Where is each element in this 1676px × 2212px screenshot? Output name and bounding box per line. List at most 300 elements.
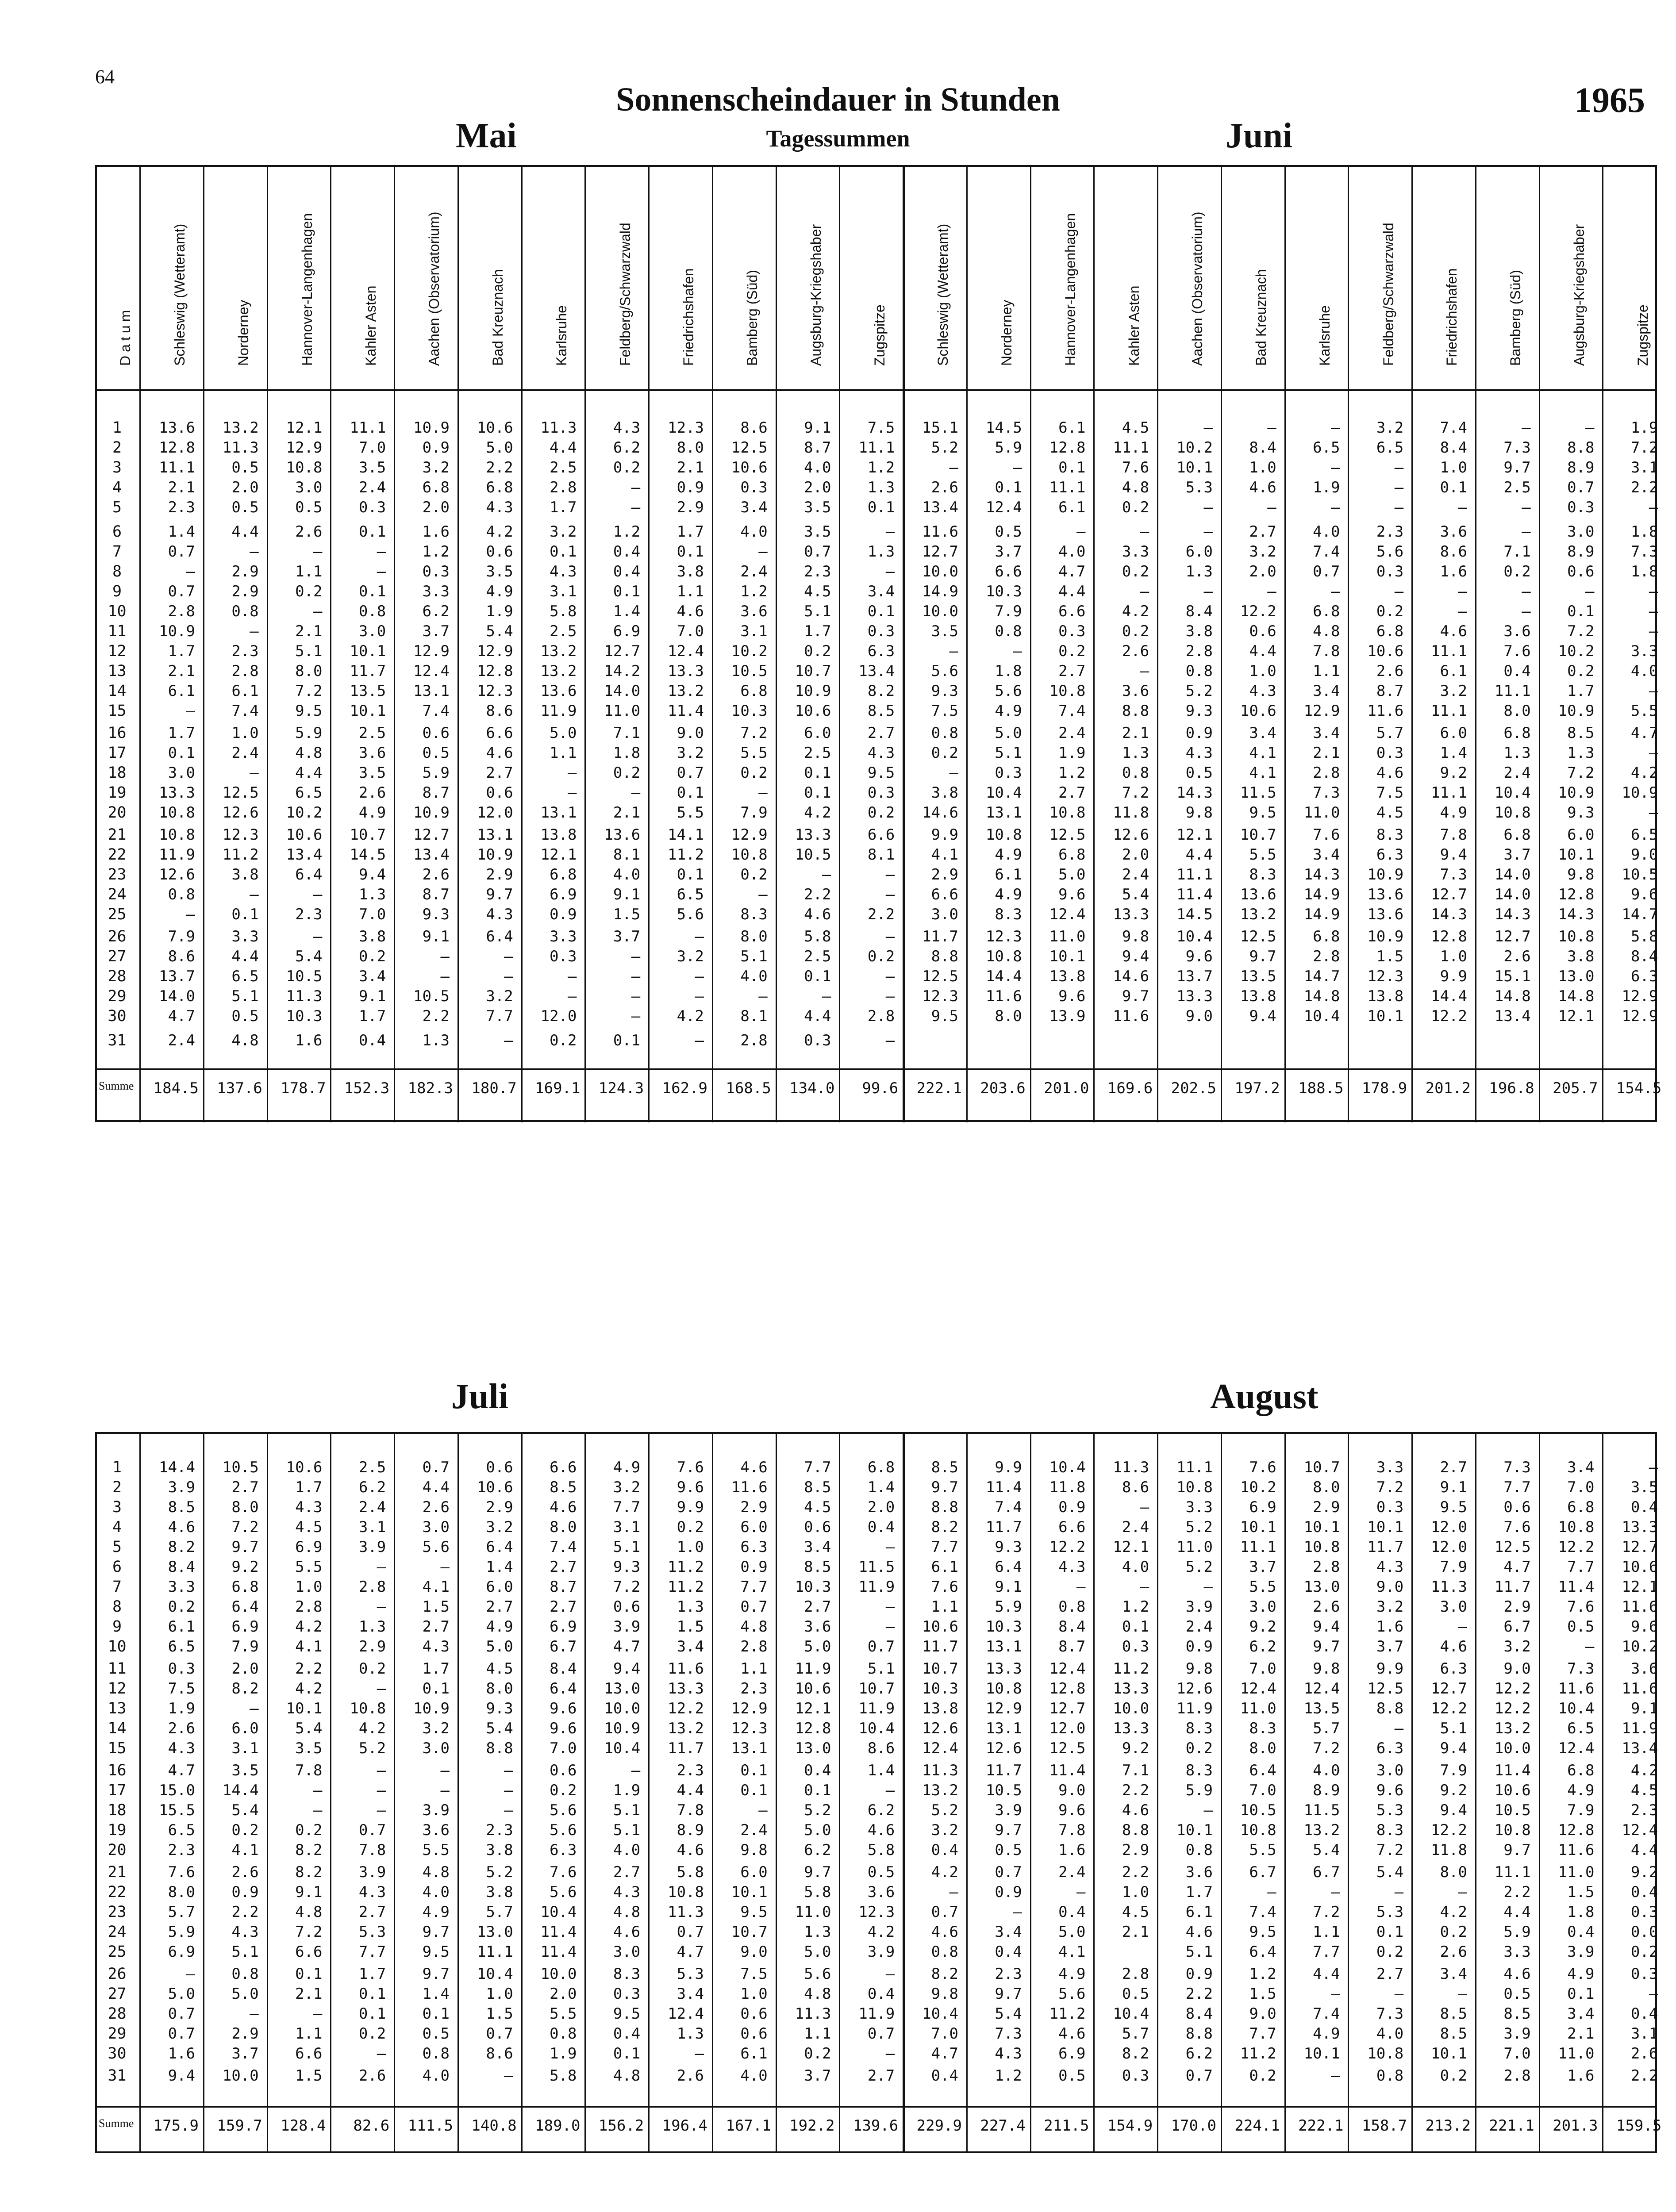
top-juni-cell-group: 3.4 2.1 2.8 7.3 11.0 — [1303, 724, 1340, 822]
column-rule — [267, 1434, 268, 2153]
top-juni-cell-group: 2.7 3.2 2.0 – 12.2 — [1240, 523, 1276, 620]
juni-summe-value: 197.2 — [1234, 1079, 1280, 1097]
bot-august-cell-group: 4.0 – 1.2 0.1 0.3 — [1122, 1558, 1149, 1655]
bot-august-cell-group: 11.7 10.5 3.9 9.7 0.5 — [985, 1762, 1022, 1859]
bot-august-cell-group: 7.6 10.2 6.9 10.1 11.1 — [1240, 1459, 1276, 1556]
juli-summe-value: 82.6 — [353, 2117, 390, 2135]
page-subtitle: Tagessummen — [766, 125, 910, 152]
top-juni-cell-group: 4.0 7.4 0.7 – 6.8 — [1313, 523, 1340, 620]
top-mai-cell-group: 4.4 – 2.9 2.9 0.8 — [231, 523, 259, 620]
top-mai-cell-group: 10.6 13.4 6.4 – 2.3 — [286, 826, 323, 923]
datum-group: 16 17 18 19 20 — [108, 1762, 127, 1859]
bot-juli-cell-group: – 1.9 5.1 5.1 4.0 — [613, 1762, 641, 1859]
column-rule — [712, 1434, 713, 2153]
header-station-label: Karlsruhe — [553, 305, 569, 366]
top-juni-cell-group: 12.6 2.0 2.4 5.4 13.3 — [1113, 826, 1149, 923]
top-mai-cell-group: 4.2 0.6 3.5 4.9 1.9 — [486, 523, 513, 620]
header-station-label: Bad Kreuznach — [1253, 269, 1269, 366]
top-mai-cell-group: 8.0 5.1 4.0 – 8.1 — [740, 928, 768, 1025]
juni-summe-value: 169.6 — [1107, 1079, 1153, 1097]
top-mai-cell-group: 7.5 11.1 1.2 1.3 0.1 — [858, 419, 895, 516]
bot-august-cell-group: 7.3 11.6 10.4 6.5 12.4 — [1558, 1660, 1595, 1757]
bot-august-cell-group: 1.6 — [1567, 2067, 1595, 2085]
bot-juli-cell-group: 2.7 8.7 2.7 6.9 6.7 — [550, 1558, 577, 1655]
summe-label: Summe — [99, 2117, 134, 2130]
bot-juli-cell-group: 2.0 8.2 – 6.0 3.1 — [231, 1660, 259, 1757]
top-mai-cell-group: 1.4 0.7 – 0.7 2.8 — [168, 523, 195, 620]
column-rule — [330, 1434, 331, 2153]
bot-august-cell-group: 7.9 11.3 3.0 – 4.6 — [1431, 1558, 1467, 1655]
top-juni-cell-group: 10.8 3.8 13.0 14.8 12.1 — [1558, 928, 1595, 1025]
juni-summe-value: 178.9 — [1361, 1079, 1407, 1097]
bot-juli-cell-group: 2.7 4.3 4.8 4.6 3.0 — [613, 1863, 641, 1961]
top-juni-cell-group: – 3.3 4.0 – 5.5 — [1630, 622, 1658, 720]
column-rule — [1030, 167, 1031, 1122]
juli-summe-value: 159.7 — [217, 2117, 262, 2135]
datum-group: 11 12 13 14 15 — [108, 1660, 127, 1757]
column-rule — [839, 1434, 840, 2153]
bot-juli-cell-group: 5.3 3.4 12.4 1.3 – — [668, 1965, 704, 2062]
top-juni-cell-group: 2.3 5.6 0.3 – 0.2 — [1376, 523, 1404, 620]
bot-august-cell-group: 6.1 7.6 1.1 10.6 11.7 — [922, 1558, 958, 1655]
august-summe-value: 213.2 — [1425, 2117, 1471, 2135]
juni-summe-value: 203.6 — [980, 1079, 1026, 1097]
bot-august-cell-group: 4.9 0.1 3.4 2.1 11.0 — [1558, 1965, 1595, 2062]
column-rule — [1475, 167, 1476, 1122]
column-rule — [330, 167, 331, 1122]
bot-august-cell-group: 4.2 – 0.7 4.6 0.8 — [931, 1863, 958, 1961]
bot-august-cell-group: 0.8 — [1376, 2067, 1404, 2085]
header-station — [1475, 167, 1539, 390]
bot-juli-cell-group: 3.7 — [804, 2067, 831, 2085]
bot-august-cell-group: 2.8 0.5 10.4 5.7 8.2 — [1113, 1965, 1149, 2062]
top-juni-cell-group: 11.7 8.8 12.5 12.3 9.5 — [922, 928, 958, 1025]
bot-juli-cell-group: 0.2 – 10.8 4.2 5.2 — [350, 1660, 386, 1757]
header-station-label: Friedrichshafen — [680, 268, 697, 366]
column-rule — [139, 167, 141, 1122]
bot-juli-cell-group: 9.2 6.8 6.4 6.9 7.9 — [231, 1558, 259, 1655]
bot-august-cell-group: 0.2 — [1440, 2067, 1467, 2085]
top-mai-cell-group: 4.0 – 2.4 1.2 3.6 — [740, 523, 768, 620]
bot-juli-cell-group: 0.6 10.6 2.9 3.2 6.4 — [477, 1459, 513, 1556]
top-juni-cell-group: 3.6 8.6 1.6 – – — [1440, 523, 1467, 620]
bot-august-cell-group: 11.1 10.8 3.3 5.2 11.0 — [1176, 1459, 1213, 1556]
bot-juli-cell-group: 11.6 13.3 12.2 13.2 11.7 — [668, 1660, 704, 1757]
column-rule — [966, 1434, 968, 2153]
top-mai-cell-group: – 2.3 2.8 6.1 7.4 — [231, 622, 259, 720]
bot-august-cell-group: 8.0 – 4.2 0.2 2.6 — [1440, 1863, 1467, 1961]
column-rule — [966, 167, 968, 1122]
top-juni-cell-group: 8.5 1.3 7.2 10.9 9.3 — [1558, 724, 1595, 822]
top-mai-cell-group: 3.8 0.2 3.4 9.1 1.7 — [358, 928, 386, 1025]
top-juni-cell-group: 8.3 6.3 10.9 13.6 13.6 — [1367, 826, 1404, 923]
bot-august-cell-group: 0.5 — [1058, 2067, 1086, 2085]
bot-juli-cell-group: 8.5 10.3 2.7 3.6 5.0 — [795, 1558, 831, 1655]
top-mai-cell-group: 1.6 1.2 0.3 3.3 6.2 — [422, 523, 450, 620]
top-juni-cell-group: – 6.5 – 1.9 – — [1313, 419, 1340, 516]
page-title: Sonnenscheindauer in Stunden — [616, 81, 1060, 118]
top-juni-cell-group: 10.4 9.6 13.7 13.3 9.0 — [1176, 928, 1213, 1025]
top-mai-cell-group: 2.8 — [740, 1032, 768, 1049]
top-juni-cell-group: 0.2 2.6 – 3.6 8.8 — [1122, 622, 1149, 720]
bot-juli-cell-group: – 4.1 1.5 2.7 4.3 — [422, 1558, 450, 1655]
top-juni-cell-group: 6.0 1.4 9.2 11.1 4.9 — [1431, 724, 1467, 822]
top-mai-cell-group: 11.1 7.0 3.5 2.4 0.3 — [350, 419, 386, 516]
top-mai-cell-group: – — [504, 1032, 513, 1049]
bot-juli-cell-group: 10.5 2.7 8.0 7.2 9.7 — [222, 1459, 259, 1556]
datum-group: 6 7 8 9 10 — [108, 523, 127, 620]
august-summe-value: 221.1 — [1489, 2117, 1534, 2135]
top-mai-cell-group: 4.3 6.2 0.2 – – — [613, 419, 641, 516]
top-juni-cell-group: 0.3 0.2 2.7 10.8 7.4 — [1049, 622, 1086, 720]
month-title-july: Juli — [451, 1377, 508, 1416]
top-mai-cell-group: 5.9 4.8 4.4 6.5 10.2 — [286, 724, 323, 822]
top-juni-cell-group: – 4.0 4.7 4.4 6.6 — [1058, 523, 1086, 620]
bot-juli-cell-group: 9.7 5.8 11.0 1.3 5.0 — [795, 1863, 831, 1961]
bot-juli-cell-group: 2.6 0.9 2.2 4.3 5.1 — [231, 1863, 259, 1961]
top-juni-cell-group: 3.0 8.9 0.6 – 0.1 — [1567, 523, 1595, 620]
august-summe-value: 154.9 — [1107, 2117, 1153, 2135]
top-juni-cell-group: 12.3 10.8 14.4 11.6 8.0 — [985, 928, 1022, 1025]
top-juni-cell-group: – 10.2 10.1 5.3 – — [1176, 419, 1213, 516]
top-mai-cell-group: 6.0 2.5 0.1 0.1 4.2 — [804, 724, 831, 822]
bot-august-cell-group: 11.4 9.0 9.6 7.8 1.6 — [1049, 1762, 1086, 1859]
bot-august-cell-group: 1.2 1.5 9.0 7.7 11.2 — [1240, 1965, 1276, 2062]
header-station-label: Schleswig (Wetteramt) — [935, 223, 951, 366]
juli-summe-value: 192.2 — [789, 2117, 835, 2135]
top-mai-cell-group: 5.4 12.9 12.8 12.3 8.6 — [477, 622, 513, 720]
header-station-label: Aachen (Observatorium) — [1189, 211, 1206, 366]
column-rule — [1093, 167, 1095, 1122]
top-mai-cell-group: – 0.2 – – 2.8 — [867, 928, 895, 1025]
top-juni-cell-group: 9.9 4.1 2.9 6.6 3.0 — [931, 826, 958, 923]
datum-group: 31 — [108, 1032, 127, 1049]
top-juni-cell-group: 10.8 4.9 6.1 4.9 8.3 — [985, 826, 1022, 923]
column-rule — [457, 167, 459, 1122]
top-mai-cell-group: 10.7 14.5 9.4 1.3 7.0 — [350, 826, 386, 923]
top-juni-cell-group: 15.1 5.2 – 2.6 13.4 — [922, 419, 958, 516]
column-rule — [1093, 1434, 1095, 2153]
header-station — [648, 167, 712, 390]
bot-august-cell-group: 2.7 9.1 9.5 12.0 12.0 — [1431, 1459, 1467, 1556]
top-juni-cell-group: 10.7 5.5 8.3 13.6 13.2 — [1240, 826, 1276, 923]
bot-august-cell-group: 6.7 – 7.4 9.5 6.4 — [1249, 1863, 1276, 1961]
juni-summe-value: 222.1 — [916, 1079, 962, 1097]
bot-juli-cell-group: 2.7 — [867, 2067, 895, 2085]
top-juni-cell-group: – 7.3 9.7 2.5 – — [1503, 419, 1531, 516]
top-mai-cell-group: 7.0 12.4 13.3 13.2 11.4 — [668, 622, 704, 720]
top-juni-cell-group: 3.6 7.6 0.4 11.1 8.0 — [1494, 622, 1531, 720]
top-juni-cell-group: – 8.8 8.9 0.7 0.3 — [1567, 419, 1595, 516]
bot-august-cell-group: – — [1331, 2067, 1340, 2085]
bot-august-cell-group: 2.8 — [1503, 2067, 1531, 2085]
header-station-label: Augsburg-Kriegshaber — [1571, 224, 1587, 366]
column-rule — [776, 1434, 777, 2153]
column-rule — [203, 167, 204, 1122]
bot-juli-cell-group: 1.7 0.1 10.9 3.2 3.0 — [413, 1660, 450, 1757]
juli-summe-value: 140.8 — [471, 2117, 517, 2135]
top-mai-cell-group: 3.5 0.7 2.3 4.5 5.1 — [804, 523, 831, 620]
bot-juli-cell-group: 7.7 8.5 4.5 0.6 3.4 — [804, 1459, 831, 1556]
august-summe-value: 159.5 — [1616, 2117, 1662, 2135]
bot-juli-cell-group: 4.9 3.2 7.7 3.1 5.1 — [613, 1459, 641, 1556]
bot-juli-cell-group: 10.0 2.0 5.5 0.8 1.9 — [540, 1965, 577, 2062]
column-rule — [1030, 1434, 1031, 2153]
top-mai-cell-group: 3.1 10.2 10.5 6.8 10.3 — [731, 622, 768, 720]
juni-summe-value: 201.2 — [1425, 1079, 1471, 1097]
bot-august-cell-group: 0.9 2.2 8.4 8.8 6.2 — [1185, 1965, 1213, 2062]
top-mai-cell-group: 7.9 8.6 13.7 14.0 4.7 — [159, 928, 195, 1025]
bot-august-cell-group: 1.2 — [995, 2067, 1022, 2085]
header-station — [839, 167, 903, 390]
header-station — [1411, 167, 1475, 390]
bot-juli-cell-group: 6.6 8.5 4.6 8.0 7.4 — [550, 1459, 577, 1556]
bot-juli-cell-group: 0.5 3.6 12.3 4.2 3.9 — [858, 1863, 895, 1961]
august-summe-value: 170.0 — [1171, 2117, 1216, 2135]
column-rule — [584, 167, 586, 1122]
month-title-may: Mai — [456, 116, 517, 155]
header-station — [139, 167, 203, 390]
top-juni-cell-group: 3.4 4.1 4.1 11.5 9.5 — [1240, 724, 1276, 822]
top-juni-cell-group: 4.5 11.1 7.6 4.8 0.2 — [1113, 419, 1149, 516]
bot-juli-cell-group: 1.4 – 6.2 4.6 5.8 — [867, 1762, 895, 1859]
top-juni-cell-group: 6.8 10.6 2.6 8.7 11.6 — [1367, 622, 1404, 720]
bot-august-cell-group: 0.3 – 0.4 3.1 2.6 — [1630, 1965, 1658, 2062]
bot-juli-cell-group: 9.4 — [168, 2067, 195, 2085]
column-rule — [139, 1434, 141, 2153]
header-station-label: Friedrichshafen — [1444, 268, 1460, 366]
bot-juli-cell-group: 7.8 – – 0.2 8.2 — [295, 1762, 323, 1859]
bot-juli-cell-group: 4.0 — [422, 2067, 450, 2085]
column-rule — [203, 1434, 204, 2153]
column-rule — [1411, 1434, 1413, 2153]
top-juni-cell-group: 5.0 5.1 0.3 10.4 13.1 — [985, 724, 1022, 822]
header-station — [1284, 167, 1348, 390]
bot-juli-cell-group: 0.1 2.1 – 1.1 6.6 — [295, 1965, 323, 2062]
top-juni-cell-group: 4.7 – 4.2 10.9 – — [1622, 724, 1658, 822]
bot-juli-cell-group: 0.9 7.7 0.7 4.8 2.8 — [740, 1558, 768, 1655]
bot-august-cell-group: 11.3 13.2 5.2 3.2 0.4 — [922, 1762, 958, 1859]
datum-group: 26 27 28 29 30 — [108, 928, 127, 1025]
bot-juli-cell-group: 8.4 6.4 9.6 9.6 7.0 — [550, 1660, 577, 1757]
bot-august-cell-group: 11.0 1.5 1.8 0.4 3.9 — [1558, 1863, 1595, 1961]
top-mai-cell-group: 0.4 — [358, 1032, 386, 1049]
header-station-label: Hannover-Langenhagen — [299, 213, 315, 366]
bot-juli-cell-group: 0.6 0.2 5.6 5.6 6.3 — [550, 1762, 577, 1859]
header-station — [584, 167, 648, 390]
header-station — [394, 167, 457, 390]
bot-august-cell-group: 11.4 10.6 10.5 10.8 9.7 — [1494, 1762, 1531, 1859]
header-station — [330, 167, 394, 390]
top-mai-cell-group: 2.5 13.2 13.2 13.6 11.9 — [540, 622, 577, 720]
header-station — [457, 167, 521, 390]
bot-juli-cell-group: 1.4 6.0 2.7 4.9 5.0 — [486, 1558, 513, 1655]
bot-juli-cell-group: 0.8 5.0 – 2.9 3.7 — [231, 1965, 259, 2062]
column-rule — [1602, 167, 1603, 1122]
top-juni-cell-group: 6.8 1.3 2.4 10.4 10.8 — [1494, 724, 1531, 822]
bot-juli-cell-group: 14.4 3.9 8.5 4.6 8.2 — [159, 1459, 195, 1556]
header-station-label: Zugspitze — [1634, 304, 1651, 366]
top-mai-cell-group: 7.1 1.8 0.2 – 2.1 — [613, 724, 641, 822]
top-mai-cell-group: 1.2 0.4 0.4 0.1 1.4 — [613, 523, 641, 620]
top-mai-cell-group: 13.6 8.1 4.0 9.1 1.5 — [604, 826, 641, 923]
bot-juli-cell-group: 5.5 1.0 2.8 4.2 4.1 — [295, 1558, 323, 1655]
bot-august-cell-group: 4.9 5.6 11.2 4.6 6.9 — [1049, 1965, 1086, 2062]
bot-juli-cell-group: 7.6 8.0 5.7 5.9 6.9 — [168, 1863, 195, 1961]
bot-august-cell-group: 5.2 – 3.9 2.4 0.9 — [1185, 1558, 1213, 1655]
mai-summe-value: 169.1 — [535, 1079, 580, 1097]
datum-group: 1 2 3 4 5 — [112, 1459, 122, 1556]
column-rule — [394, 1434, 395, 2153]
top-juni-cell-group: 2.4 1.9 1.2 2.7 10.8 — [1049, 724, 1086, 822]
top-juni-cell-group: 9.8 9.4 14.6 9.7 11.6 — [1113, 928, 1149, 1025]
header-station — [203, 167, 267, 390]
bot-juli-cell-group: 6.8 1.4 2.0 0.4 – — [867, 1459, 895, 1556]
bot-juli-cell-group: 11.5 11.9 – – 0.7 — [858, 1558, 895, 1655]
column-rule — [648, 1434, 650, 2153]
top-juni-cell-group: 11.6 12.7 10.0 14.9 10.0 — [922, 523, 958, 620]
top-mai-cell-group: 10.9 1.7 2.1 6.1 – — [159, 622, 195, 720]
top-mai-cell-group: 10.6 5.0 2.2 6.8 4.3 — [477, 419, 513, 516]
column-rule — [1475, 1434, 1476, 2153]
top-mai-cell-group: 0.2 — [550, 1032, 577, 1049]
top-juni-cell-group: – 3.3 0.2 – 4.2 — [1122, 523, 1149, 620]
bot-august-cell-group: 12.4 12.8 12.7 12.0 12.5 — [1049, 1660, 1086, 1757]
august-summe-value: 211.5 — [1044, 2117, 1089, 2135]
bot-august-cell-group: 3.4 7.0 6.8 10.8 12.2 — [1558, 1459, 1595, 1556]
header-station — [712, 167, 776, 390]
bot-august-cell-group: 6.8 4.9 7.9 12.8 11.6 — [1558, 1762, 1595, 1859]
bot-juli-cell-group: 9.3 7.2 0.6 3.9 4.7 — [613, 1558, 641, 1655]
top-juni-cell-group: – 6.0 1.3 – 8.4 — [1185, 523, 1213, 620]
bot-juli-cell-group: 0.4 0.1 5.2 5.0 6.2 — [804, 1762, 831, 1859]
bot-juli-cell-group: 1.5 — [295, 2067, 323, 2085]
august-summe-value: 158.7 — [1361, 2117, 1407, 2135]
datum-group: 31 — [108, 2067, 127, 2085]
top-juni-cell-group: 7.6 3.4 14.3 14.9 14.9 — [1303, 826, 1340, 923]
juli-summe-value: 128.4 — [281, 2117, 326, 2135]
year-label: 1965 — [1574, 81, 1645, 120]
column-rule — [267, 167, 268, 1122]
juli-summe-value: 175.9 — [153, 2117, 199, 2135]
bot-august-cell-group: 9.8 12.4 13.5 5.7 7.2 — [1303, 1660, 1340, 1757]
bot-august-cell-group: 5.4 – 5.3 0.1 0.2 — [1376, 1863, 1404, 1961]
top-juni-cell-group: 5.8 8.4 6.3 12.9 12.9 — [1622, 928, 1658, 1025]
header-station — [903, 167, 966, 390]
top-mai-cell-group: 0.3 — [804, 1032, 831, 1049]
column-rule — [1348, 167, 1349, 1122]
bot-august-cell-group: 6.3 12.7 12.2 5.1 9.4 — [1431, 1660, 1467, 1757]
top-mai-cell-group: 0.1 – – 0.1 0.8 — [358, 523, 386, 620]
top-mai-cell-group: 6.6 8.1 – – 2.2 — [867, 826, 895, 923]
bot-august-cell-group: 11.2 13.3 10.0 13.3 9.2 — [1113, 1660, 1149, 1757]
column-rule — [1157, 167, 1158, 1122]
top-mai-cell-group: 12.3 8.0 2.1 0.9 2.9 — [668, 419, 704, 516]
bot-august-cell-group: 3.3 7.2 0.3 10.1 11.7 — [1367, 1459, 1404, 1556]
top-juni-cell-group: 6.1 12.8 0.1 11.1 6.1 — [1049, 419, 1086, 516]
bot-august-cell-group: 4.2 4.5 2.3 12.4 4.4 — [1622, 1762, 1658, 1859]
column-rule — [1411, 167, 1413, 1122]
top-mai-cell-group: 10.9 0.9 3.2 6.8 2.0 — [413, 419, 450, 516]
bot-august-cell-group: 4.6 0.5 8.5 3.9 7.0 — [1503, 1965, 1531, 2062]
month-title-august: August — [1210, 1377, 1319, 1416]
top-juni-cell-group: 0.8 0.2 – 3.8 14.6 — [922, 724, 958, 822]
top-mai-cell-group: 12.7 13.4 2.6 8.7 9.3 — [413, 826, 450, 923]
bot-august-cell-group: 0.7 — [1185, 2067, 1213, 2085]
bot-august-cell-group: 7.1 2.2 4.6 8.8 2.9 — [1122, 1762, 1149, 1859]
bot-august-cell-group: 2.4 – 0.4 5.0 4.1 — [1058, 1863, 1086, 1961]
column-rule — [648, 167, 650, 1122]
top-juni-cell-group: 4.8 7.8 1.1 3.4 12.9 — [1303, 622, 1340, 720]
datum-group: 21 22 23 24 25 — [108, 826, 127, 923]
top-mai-cell-group: – 3.2 – – 4.2 — [677, 928, 704, 1025]
top-juni-cell-group: 5.7 0.3 4.6 7.5 4.5 — [1376, 724, 1404, 822]
mai-summe-value: 178.7 — [281, 1079, 326, 1097]
bot-juli-cell-group: 7.6 5.6 10.4 11.4 11.4 — [540, 1863, 577, 1961]
month-title-june: Juni — [1226, 116, 1293, 155]
top-juni-cell-group: 6.8 2.8 14.7 14.8 10.4 — [1303, 928, 1340, 1025]
top-mai-cell-group: 4.8 — [231, 1032, 259, 1049]
header-station — [776, 167, 839, 390]
august-summe-value: 224.1 — [1234, 2117, 1280, 2135]
bot-juli-cell-group: – – – 2.3 3.8 — [486, 1762, 513, 1859]
top-juni-cell-group: 6.5 9.0 10.5 9.6 14.7 — [1622, 826, 1658, 923]
bot-august-cell-group: 2.7 – 7.3 4.0 10.8 — [1367, 1965, 1404, 2062]
column-rule — [903, 1434, 905, 2153]
bot-juli-cell-group: 1.1 2.3 12.9 12.3 13.1 — [731, 1660, 768, 1757]
bot-juli-cell-group: 5.8 — [550, 2067, 577, 2085]
datum-group: 26 27 28 29 30 — [108, 1965, 127, 2062]
bot-august-cell-group: 9.2 0.4 0.3 0.0 0.2 — [1630, 1863, 1658, 1961]
top-mai-cell-group: 12.1 12.9 10.8 3.0 0.5 — [286, 419, 323, 516]
bot-juli-cell-group: 11.9 10.6 12.1 12.8 13.0 — [795, 1660, 831, 1757]
header-station-label: Bad Kreuznach — [490, 269, 506, 366]
header-station-label: Bamberg (Süd) — [744, 270, 761, 366]
top-mai-cell-group: 6.9 12.7 14.2 14.0 11.0 — [604, 622, 641, 720]
column-rule — [394, 167, 395, 1122]
top-mai-cell-group: 12.9 10.8 0.2 – 8.3 — [731, 826, 768, 923]
bot-august-cell-group: 4.3 – 0.8 8.4 8.7 — [1058, 1558, 1086, 1655]
bot-juli-cell-group: 0.3 7.5 1.9 2.6 4.3 — [168, 1660, 195, 1757]
mai-summe-value: 137.6 — [217, 1079, 262, 1097]
august-summe-value: 201.3 — [1553, 2117, 1598, 2135]
column-rule — [1221, 167, 1222, 1122]
header-station-label: Karlsruhe — [1316, 305, 1333, 366]
top-juni-cell-group: – 8.4 1.0 4.6 – — [1249, 419, 1276, 516]
column-rule — [1539, 1434, 1540, 2153]
bot-august-cell-group: 3.0 9.6 5.3 8.3 7.2 — [1376, 1762, 1404, 1859]
column-rule — [712, 167, 713, 1122]
column-rule — [776, 167, 777, 1122]
mai-summe-value: 162.9 — [662, 1079, 707, 1097]
top-mai-cell-group: 13.3 10.5 – 2.2 4.6 — [795, 826, 831, 923]
mai-summe-value: 134.0 — [789, 1079, 835, 1097]
top-mai-cell-group: 3.2 0.1 4.3 3.1 5.8 — [550, 523, 577, 620]
top-mai-cell-group: 1.7 0.2 10.7 10.9 10.6 — [795, 622, 831, 720]
top-mai-cell-group: 13.2 11.3 0.5 2.0 0.5 — [222, 419, 259, 516]
top-mai-cell-group: 3.3 4.4 6.5 5.1 0.5 — [231, 928, 259, 1025]
bot-august-cell-group: 9.8 12.6 11.9 8.3 0.2 — [1176, 1660, 1213, 1757]
top-juni-cell-group: 7.2 10.2 0.2 1.7 10.9 — [1558, 622, 1595, 720]
bot-august-cell-group: 11.1 2.2 4.4 5.9 3.3 — [1494, 1863, 1531, 1961]
header-station-label: Bamberg (Süd) — [1507, 270, 1524, 366]
top-juni-cell-group: 7.4 8.4 1.0 0.1 – — [1440, 419, 1467, 516]
header-station — [1157, 167, 1221, 390]
top-juni-cell-group: 10.9 1.5 12.3 13.8 10.1 — [1367, 928, 1404, 1025]
august-summe-value: 222.1 — [1298, 2117, 1344, 2135]
column-rule — [1539, 167, 1540, 1122]
bot-august-cell-group: 2.2 1.0 4.5 2.1 — [1122, 1863, 1149, 1941]
